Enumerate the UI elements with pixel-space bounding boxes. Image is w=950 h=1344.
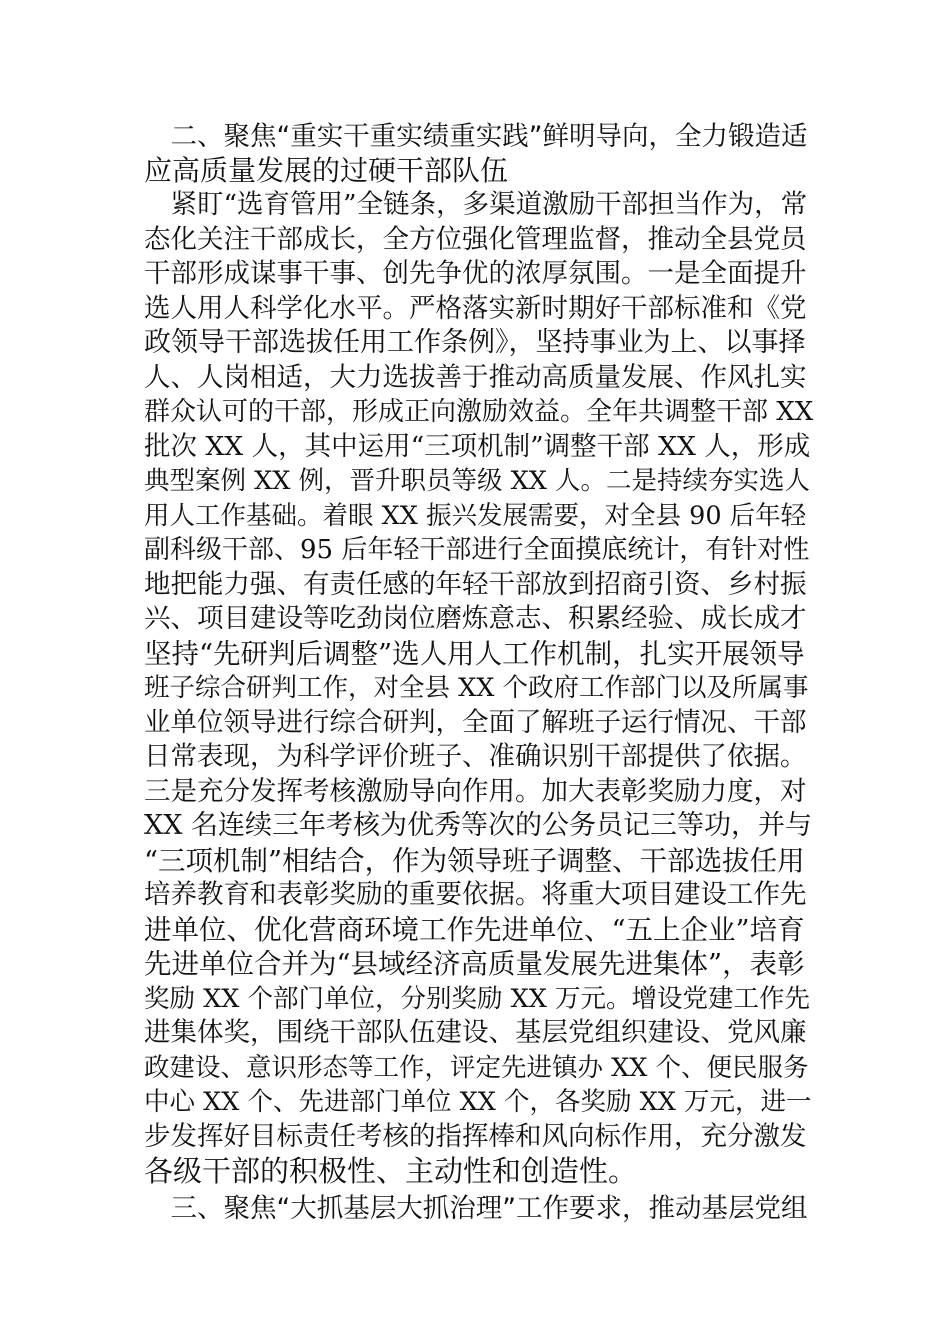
paragraph-line: 进单位、优化营商环境工作先进单位、“五上企业”培育 [144, 914, 805, 946]
paragraph-line: 紧盯“选育管用”全链条，多渠道激励干部担当作为，常 [144, 189, 808, 220]
paragraph-line: 人、人岗相适，大力选拔善于推动高质量发展、作风扎实 [144, 362, 807, 393]
paragraph-line: 兴、项目建设等吃劲岗位磨炼意志、积累经验、成长成才 [144, 603, 807, 634]
paragraph-line: 干部形成谋事干事、创先争优的浓厚氛围。一是全面提升 [144, 258, 807, 289]
paragraph-line: 先进单位合并为“县域经济高质量发展先进集体”，表彰 [144, 948, 805, 980]
paragraph-line: 政领导干部选拔任用工作条例》，坚持事业为上、以事择 [144, 327, 806, 358]
paragraph-line: 群众认可的干部，形成正向激励效益。全年共调整干部 XX [144, 397, 814, 427]
paragraph-line: 选人用人科学化水平。严格落实新时期好干部标准和《党 [144, 293, 807, 324]
paragraph-line: 奖励 XX 个部门单位，分别奖励 XX 万元。增设党建工作先 [144, 984, 811, 1014]
paragraph-line: 各级干部的积极性、主动性和创造性。 [144, 1154, 638, 1188]
section-heading-3: 三、聚焦“大抓基层大抓治理”工作要求，推动基层党组 [144, 1193, 808, 1224]
paragraph-line: 政建设、意识形态等工作，评定先进镇办 XX 个、便民服务 [144, 1053, 809, 1083]
paragraph-line: 日常表现，为科学评价班子、准确识别干部提供了依据。 [144, 741, 807, 772]
paragraph-line: 班子综合研判工作，对全县 XX 个政府工作部门以及所属事 [144, 673, 809, 703]
paragraph-line: 进集体奖，围绕干部队伍建设、基层党组织建设、党风廉 [144, 1017, 807, 1048]
paragraph-line: 批次 XX 人，其中运用“三项机制”调整干部 XX 人，形成 [144, 431, 811, 462]
paragraph-line: “三项机制”相结合，作为领导班子调整、干部选拔任用 [144, 845, 805, 877]
paragraph-line: 步发挥好目标责任考核的指挥棒和风向标作用，充分激发 [144, 1121, 807, 1152]
paragraph-line: 坚持“先研判后调整”选人用人工作机制，扎实开展领导 [144, 638, 805, 670]
paragraph-line: XX 名连续三年考核为优秀等次的公务员记三等功，并与 [144, 810, 813, 841]
paragraph-line: 用人工作基础。着眼 XX 振兴发展需要，对全县 90 后年轻 [144, 501, 807, 531]
section-heading-2-cont: 应高质量发展的过硬干部队伍 [144, 154, 509, 187]
paragraph-line: 副科级干部、95 后年轻干部进行全面摸底统计，有针对性 [144, 535, 810, 565]
paragraph-line: 中心 XX 个、先进部门单位 XX 个，各奖励 XX 万元，进一 [144, 1087, 812, 1117]
paragraph-line: 三是充分发挥考核激励导向作用。加大表彰奖励力度，对 [144, 776, 807, 807]
paragraph-line: 业单位领导进行综合研判，全面了解班子运行情况、干部 [144, 707, 807, 738]
paragraph-line: 培养教育和表彰奖励的重要依据。将重大项目建设工作先 [144, 879, 807, 910]
paragraph-line: 典型案例 XX 例，晋升职员等级 XX 人。二是持续夯实选人 [144, 466, 811, 496]
section-heading-2: 二、聚焦“重实干重实绩重实践”鲜明导向，全力锻造适 [144, 121, 808, 152]
paragraph-line: 地把能力强、有责任感的年轻干部放到招商引资、乡村振 [144, 569, 807, 600]
paragraph-line: 态化关注干部成长，全方位强化管理监督，推动全县党员 [144, 224, 807, 255]
